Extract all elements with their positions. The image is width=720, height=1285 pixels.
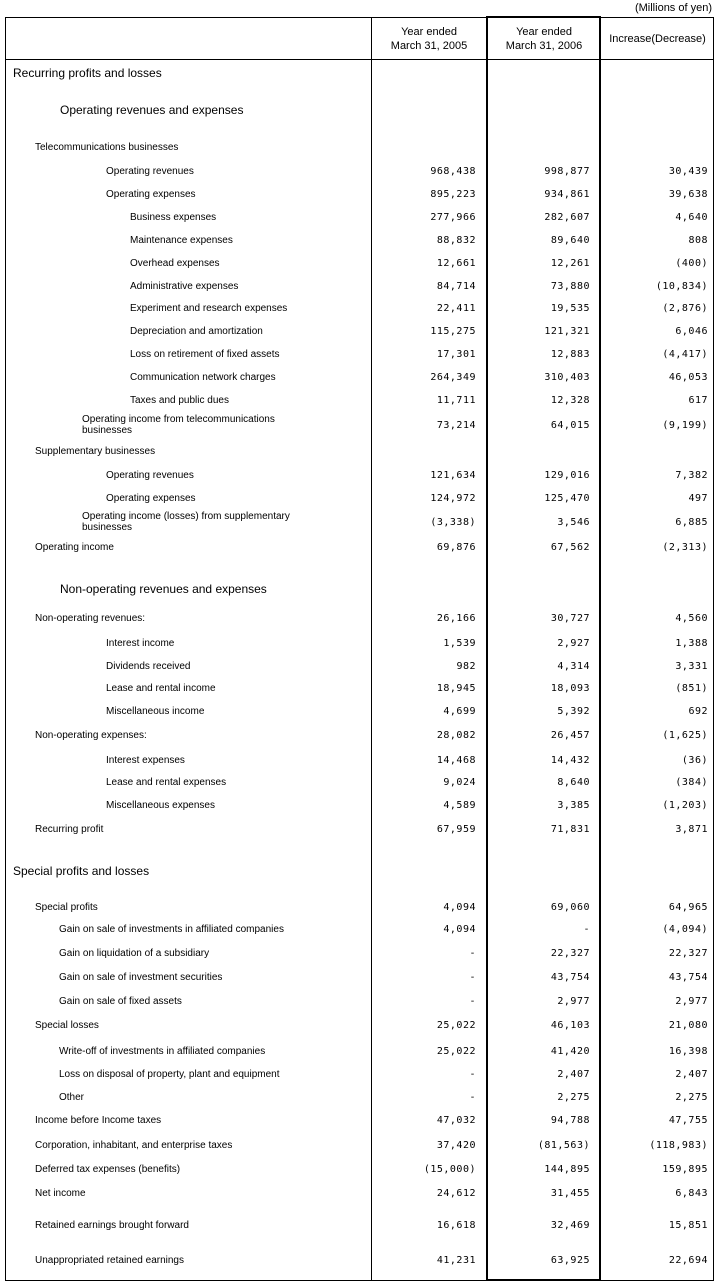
value-fy2006: 125,470 (544, 492, 590, 504)
header-change-text: Increase(Decrease) (609, 33, 706, 45)
value-fy2005: 88,832 (436, 234, 476, 246)
row-label: Administrative expenses (130, 280, 239, 292)
row-label: Supplementary businesses (35, 445, 156, 457)
value-change: 47,755 (668, 1114, 708, 1126)
value-change: (4,094) (662, 923, 708, 935)
value-fy2005: 24,612 (436, 1187, 476, 1199)
value-fy2005: 4,699 (443, 705, 476, 717)
table-row (0, 918, 720, 940)
value-change: 617 (688, 394, 708, 406)
row-label: Taxes and public dues (130, 394, 229, 406)
value-fy2006: (81,563) (537, 1139, 590, 1151)
table-row (0, 818, 720, 840)
row-label: Non-operating revenues: (35, 612, 146, 624)
table-row (0, 343, 720, 365)
value-fy2005: 12,661 (436, 257, 476, 269)
value-fy2005: 982 (456, 660, 476, 672)
value-fy2005: 69,876 (436, 541, 476, 553)
value-change: (2,876) (662, 302, 708, 314)
row-label: Lease and rental expenses (106, 776, 227, 788)
value-change: 808 (688, 234, 708, 246)
value-change: 1,388 (675, 637, 708, 649)
table-row (0, 1134, 720, 1156)
table-row (0, 1086, 720, 1108)
table-row (0, 252, 720, 274)
value-fy2005: ‐ (469, 1091, 476, 1103)
row-label: Operating expenses (106, 492, 196, 504)
table-row (0, 62, 720, 84)
value-fy2005 (372, 578, 476, 600)
table-row (0, 1063, 720, 1085)
row-label: Depreciation and amortization (130, 325, 263, 337)
table-row (0, 990, 720, 1012)
table-row (0, 794, 720, 816)
section-heading: Operating revenues and expenses (60, 102, 244, 117)
value-change: 46,053 (668, 371, 708, 383)
section-heading: Non-operating revenues and expenses (60, 581, 267, 596)
value-fy2005: 895,223 (430, 188, 476, 200)
value-change: 692 (688, 705, 708, 717)
table-row (0, 160, 720, 182)
row-label: Non-operating expenses: (35, 729, 147, 741)
value-change: (9,199) (662, 419, 708, 431)
value-fy2005 (372, 440, 476, 462)
table-row (0, 749, 720, 771)
value-change: 2,977 (675, 995, 708, 1007)
value-fy2005: 37,420 (436, 1139, 476, 1151)
value-fy2005: 67,959 (436, 823, 476, 835)
table-row (0, 1109, 720, 1131)
value-change: 497 (688, 492, 708, 504)
table-row (0, 1040, 720, 1062)
value-fy2006: 310,403 (544, 371, 590, 383)
value-fy2006 (488, 860, 590, 882)
value-fy2006: 2,275 (557, 1091, 590, 1103)
header-fy2006-text: Year ended March 31, 2006 (505, 26, 583, 52)
value-fy2005: 28,082 (436, 729, 476, 741)
value-fy2006: 3,385 (557, 799, 590, 811)
value-fy2006: 2,407 (557, 1068, 590, 1080)
value-fy2006: 998,877 (544, 165, 590, 177)
row-label: Write-off of investments in affiliated companies (59, 1045, 266, 1057)
value-fy2005: 16,618 (436, 1219, 476, 1231)
value-fy2005: ‐ (469, 1068, 476, 1080)
table-row (0, 414, 720, 436)
table-row (0, 297, 720, 319)
value-fy2006: 2,977 (557, 995, 590, 1007)
value-fy2005: 25,022 (436, 1019, 476, 1031)
value-fy2006: 30,727 (550, 612, 590, 624)
row-label: Deferred tax expenses (benefits) (35, 1163, 181, 1175)
value-fy2006 (488, 99, 590, 121)
value-fy2006: 32,469 (550, 1219, 590, 1231)
table-row (0, 183, 720, 205)
value-fy2005: 11,711 (436, 394, 476, 406)
value-change (601, 440, 708, 462)
row-label: Operating income from telecommunications businesses (82, 414, 275, 436)
value-change: 64,965 (668, 901, 708, 913)
row-label: Dividends received (106, 660, 191, 672)
value-fy2005: 1,539 (443, 637, 476, 649)
value-fy2005 (372, 860, 476, 882)
table-row (0, 440, 720, 462)
value-fy2005: 17,301 (436, 348, 476, 360)
row-label: Gain on liquidation of a subsidiary (59, 947, 210, 959)
row-label: Net income (35, 1187, 86, 1199)
table-row (0, 487, 720, 509)
value-change: 3,331 (675, 660, 708, 672)
row-label: Telecommunications businesses (35, 141, 179, 153)
value-fy2006: 8,640 (557, 776, 590, 788)
table-row (0, 275, 720, 297)
row-label: Operating revenues (106, 469, 194, 481)
table-row (0, 896, 720, 918)
value-fy2006: 18,093 (550, 682, 590, 694)
value-fy2005: 18,945 (436, 682, 476, 694)
value-change (601, 99, 708, 121)
value-change: (118,983) (649, 1139, 708, 1151)
value-fy2005: 47,032 (436, 1114, 476, 1126)
value-fy2005: 84,714 (436, 280, 476, 292)
value-fy2006: 31,455 (550, 1187, 590, 1199)
value-fy2005: 4,094 (443, 923, 476, 935)
row-label: Interest expenses (106, 754, 185, 766)
value-change: (851) (675, 682, 708, 694)
table-row (0, 1249, 720, 1271)
value-change: (4,417) (662, 348, 708, 360)
table-row (0, 607, 720, 629)
value-fy2006: 282,607 (544, 211, 590, 223)
value-fy2006 (488, 136, 590, 158)
value-fy2006: 121,321 (544, 325, 590, 337)
value-fy2005: 968,438 (430, 165, 476, 177)
value-fy2006: 73,880 (550, 280, 590, 292)
value-fy2005: 25,022 (436, 1045, 476, 1057)
value-fy2005: 124,972 (430, 492, 476, 504)
value-change: (384) (675, 776, 708, 788)
row-label: Operating expenses (106, 188, 196, 200)
value-fy2005: 26,166 (436, 612, 476, 624)
value-fy2006: 12,261 (550, 257, 590, 269)
value-fy2006: 69,060 (550, 901, 590, 913)
table-row (0, 966, 720, 988)
row-label: Gain on sale of investments in affiliated companies (59, 923, 284, 935)
row-label: Loss on disposal of property, plant and equipment (59, 1068, 280, 1080)
value-fy2005: 121,634 (430, 469, 476, 481)
value-fy2005 (372, 62, 476, 84)
value-fy2006 (488, 578, 590, 600)
value-change: 159,895 (662, 1163, 708, 1175)
value-change: 22,694 (668, 1254, 708, 1266)
row-label: Operating income (losses) from supplementary businesses (82, 511, 290, 533)
row-label: Communication network charges (130, 371, 276, 383)
value-change: (36) (681, 754, 708, 766)
value-change: 15,851 (668, 1219, 708, 1231)
value-fy2006: 67,562 (550, 541, 590, 553)
value-fy2006: 71,831 (550, 823, 590, 835)
table-row (0, 536, 720, 558)
value-fy2005: 264,349 (430, 371, 476, 383)
row-label: Maintenance expenses (130, 234, 233, 246)
row-label: Experiment and research expenses (130, 302, 288, 314)
row-label: Corporation, inhabitant, and enterprise taxes (35, 1139, 233, 1151)
value-fy2005: 9,024 (443, 776, 476, 788)
row-label: Lease and rental income (106, 682, 216, 694)
table-row (0, 206, 720, 228)
table-row (0, 511, 720, 533)
row-label: Miscellaneous expenses (106, 799, 215, 811)
value-change: 7,382 (675, 469, 708, 481)
row-label: Retained earnings brought forward (35, 1219, 189, 1231)
value-change (601, 860, 708, 882)
table-row (0, 655, 720, 677)
value-fy2005: 22,411 (436, 302, 476, 314)
value-change: (1,203) (662, 799, 708, 811)
row-label: Overhead expenses (130, 257, 220, 269)
value-fy2005: 73,214 (436, 419, 476, 431)
value-change: 4,560 (675, 612, 708, 624)
row-label: Operating revenues (106, 165, 194, 177)
value-fy2005: 4,589 (443, 799, 476, 811)
table-row (0, 700, 720, 722)
value-change (601, 578, 708, 600)
value-fy2005: ‐ (469, 947, 476, 959)
value-fy2005 (372, 136, 476, 158)
value-fy2006: 41,420 (550, 1045, 590, 1057)
value-fy2005: ‐ (469, 995, 476, 1007)
row-label: Operating income (35, 541, 114, 553)
table-row (0, 99, 720, 121)
row-label: Gain on sale of fixed assets (59, 995, 182, 1007)
value-fy2006: 129,016 (544, 469, 590, 481)
value-fy2006: 144,895 (544, 1163, 590, 1175)
row-label: Income before Income taxes (35, 1114, 162, 1126)
value-fy2005: (15,000) (423, 1163, 476, 1175)
value-change: 30,439 (668, 165, 708, 177)
value-fy2006: 14,432 (550, 754, 590, 766)
row-label: Gain on sale of investment securities (59, 971, 223, 983)
value-fy2006: 3,546 (557, 516, 590, 528)
value-fy2005: ‐ (469, 971, 476, 983)
table-row (0, 464, 720, 486)
value-fy2006: 43,754 (550, 971, 590, 983)
value-change: 6,046 (675, 325, 708, 337)
value-fy2006: 26,457 (550, 729, 590, 741)
value-change: 16,398 (668, 1045, 708, 1057)
row-label: Unappropriated retained earnings (35, 1254, 184, 1266)
value-change: 6,885 (675, 516, 708, 528)
value-change: (1,625) (662, 729, 708, 741)
value-fy2006 (488, 62, 590, 84)
table-row (0, 389, 720, 411)
row-label: Loss on retirement of fixed assets (130, 348, 280, 360)
table-row (0, 366, 720, 388)
section-heading: Recurring profits and losses (13, 65, 162, 80)
value-fy2006: 12,328 (550, 394, 590, 406)
value-change: 39,638 (668, 188, 708, 200)
value-change: 22,327 (668, 947, 708, 959)
row-label: Special profits (35, 901, 98, 913)
value-change (601, 136, 708, 158)
value-fy2005: (3,338) (430, 516, 476, 528)
table-row (0, 1014, 720, 1036)
units-label: (Millions of yen) (634, 2, 712, 14)
value-fy2006: 19,535 (550, 302, 590, 314)
table-row (0, 136, 720, 158)
value-change: (2,313) (662, 541, 708, 553)
value-change: 4,640 (675, 211, 708, 223)
value-change: (400) (675, 257, 708, 269)
section-heading: Special profits and losses (13, 863, 150, 878)
value-fy2006: 12,883 (550, 348, 590, 360)
value-change: (10,834) (655, 280, 708, 292)
value-fy2006: 46,103 (550, 1019, 590, 1031)
value-fy2005 (372, 99, 476, 121)
value-fy2005: 14,468 (436, 754, 476, 766)
value-fy2006: 934,861 (544, 188, 590, 200)
table-row (0, 578, 720, 600)
row-label: Business expenses (130, 211, 217, 223)
value-fy2006: ‐ (583, 923, 590, 935)
row-label: Other (59, 1091, 85, 1103)
value-fy2005: 4,094 (443, 901, 476, 913)
value-change: 2,275 (675, 1091, 708, 1103)
value-change: 3,871 (675, 823, 708, 835)
table-row (0, 320, 720, 342)
value-fy2006: 63,925 (550, 1254, 590, 1266)
value-fy2005: 277,966 (430, 211, 476, 223)
value-change: 21,080 (668, 1019, 708, 1031)
table-row (0, 632, 720, 654)
value-change (601, 62, 708, 84)
table-row (0, 724, 720, 746)
value-fy2006: 94,788 (550, 1114, 590, 1126)
row-label: Interest income (106, 637, 175, 649)
table-row (0, 860, 720, 882)
value-change: 6,843 (675, 1187, 708, 1199)
table-row (0, 1214, 720, 1236)
table-row (0, 677, 720, 699)
value-fy2006 (488, 440, 590, 462)
row-label: Miscellaneous income (106, 705, 205, 717)
value-fy2005: 41,231 (436, 1254, 476, 1266)
row-label: Special losses (35, 1019, 99, 1031)
value-change: 2,407 (675, 1068, 708, 1080)
value-change: 43,754 (668, 971, 708, 983)
value-fy2005: 115,275 (430, 325, 476, 337)
value-fy2006: 4,314 (557, 660, 590, 672)
table-row (0, 771, 720, 793)
value-fy2006: 5,392 (557, 705, 590, 717)
value-fy2006: 2,927 (557, 637, 590, 649)
table-row (0, 942, 720, 964)
value-fy2006: 22,327 (550, 947, 590, 959)
header-fy2005-text: Year ended March 31, 2005 (390, 26, 468, 52)
row-label: Recurring profit (35, 823, 104, 835)
table-row (0, 229, 720, 251)
table-row (0, 1182, 720, 1204)
table-row (0, 1158, 720, 1180)
value-fy2006: 64,015 (550, 419, 590, 431)
value-fy2006: 89,640 (550, 234, 590, 246)
